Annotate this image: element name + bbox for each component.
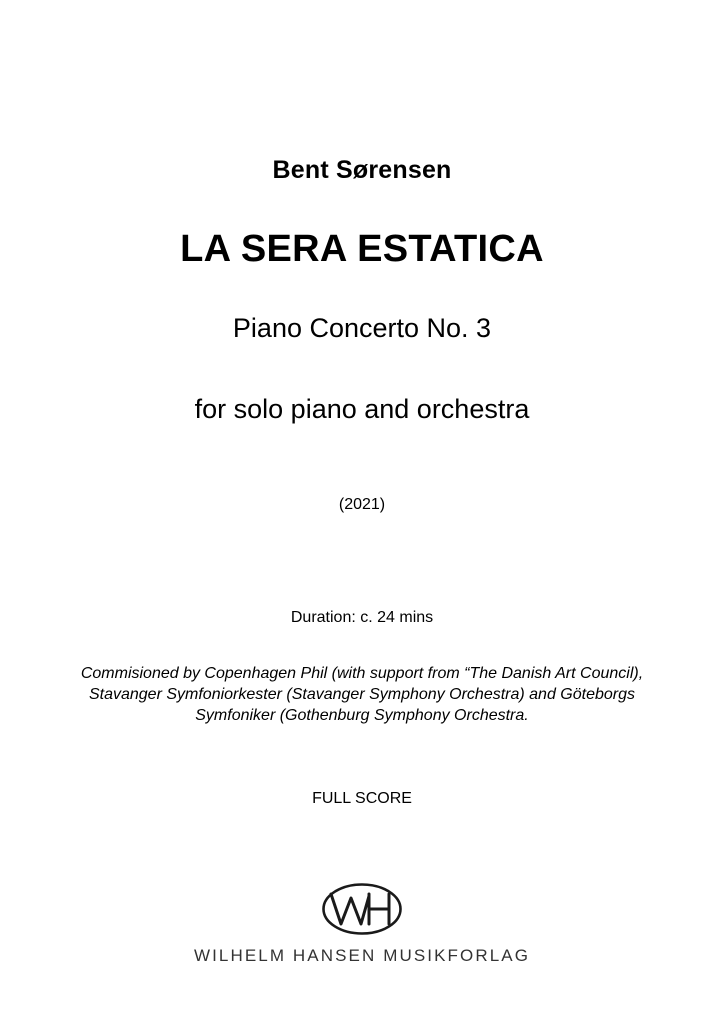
commission-line-2: Stavanger Symfoniorkester (Stavanger Symphony Orchestra) and Göteborgs xyxy=(88,686,636,703)
wh-monogram-icon xyxy=(321,882,403,936)
commission-note xyxy=(20,663,704,726)
composer-name: Bent Sørensen xyxy=(272,156,452,184)
instrumentation: for solo piano and orchestra xyxy=(194,394,530,424)
edition-label: FULL SCORE xyxy=(312,790,412,807)
composition-year: (2021) xyxy=(338,496,386,513)
work-title: LA SERA ESTATICA xyxy=(180,228,544,270)
publisher-name: WILHELM HANSEN MUSIKFORLAG xyxy=(193,946,531,965)
work-subtitle: Piano Concerto No. 3 xyxy=(232,313,492,343)
duration: Duration: c. 24 mins xyxy=(290,609,434,626)
commission-line-1: Commisioned by Copenhagen Phil (with support from “The Danish Art Council), xyxy=(80,665,644,682)
commission-line-3: Symfoniker (Gothenburg Symphony Orchestra. xyxy=(195,707,529,724)
publisher-logo xyxy=(321,882,403,936)
